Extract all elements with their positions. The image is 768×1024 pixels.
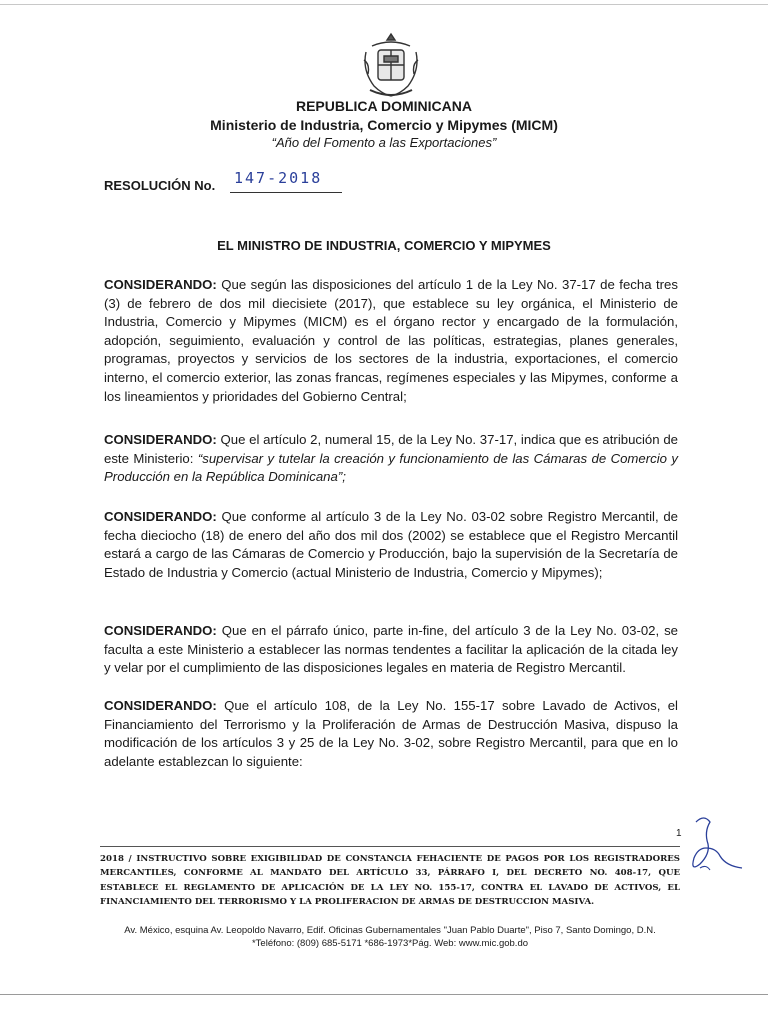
considerando-paragraph: [104, 622, 678, 678]
considerando-lead: CONSIDERANDO:: [104, 623, 217, 638]
page-bottom-edge: [0, 994, 768, 995]
address-line: Av. México, esquina Av. Leopoldo Navarro, Edif. Oficinas Gubernamentales "Juan Pablo Duarte", Piso 7, Santo Domingo, D.N.: [124, 925, 656, 936]
resolution-label: RESOLUCIÓN No.: [104, 178, 216, 193]
contact-line: *Teléfono: (809) 685-5171 *686-1973*Pág. Web: www.mic.gob.do: [251, 938, 529, 949]
paragraph-text: Que el artículo 108, de la Ley No. 155-17 sobre Lavado de Activos, el Financiamiento del Terrorismo y la Proliferación de Armas de Destrucción Masiva, dispuso la modificación de los artículos 3 y 25 de la Ley No. 3-02, sobre Registro Mercantil, para que en lo adelante establezcan lo siguiente:: [104, 698, 678, 769]
paragraph-text: Que según las disposiciones del artículo 1 de la Ley No. 37-17 de fecha tres (3) de febrero de dos mil diecisiete (2017), que establece su ley orgánica, el Ministerio de Industria, Comercio y Mipymes (MICM) es el órgano rector y encargado de la formulación, adopción, seguimiento, evaluación y control de las políticas, estrategias, planes generales, programas, proyectos y servicios de los sectores de la industria, exportaciones, el comercio interno, el comercio exterior, las zonas francas, regímenes especiales y las Mipymes, conforme a los lineamientos y prioridades del Gobierno Central;: [104, 277, 678, 404]
handwritten-signature: [682, 808, 746, 888]
quoted-text: “supervisar y tutelar la creación y funcionamiento de las Cámaras de Comercio y Producción en la República Dominicana”;: [104, 450, 678, 485]
footer-address: [100, 924, 680, 950]
considerando-lead: CONSIDERANDO:: [104, 698, 217, 713]
country-heading: REPUBLICA DOMINICANA: [295, 98, 473, 114]
paragraph-text: Que conforme al artículo 3 de la Ley No. 03-02 sobre Registro Mercantil, de fecha dieciocho (18) de enero del año dos mil dos (2002) se establece que el Registro Mercantil estará a cargo de las Cámaras de Comercio y Producción, bajo la supervisión de la Secretaría de Estado de Industria y Comercio (actual Ministerio de Industria, Comercio y Mipymes);: [104, 509, 678, 580]
minister-title: EL MINISTRO DE INDUSTRIA, COMERCIO Y MIPYMES: [217, 238, 551, 253]
paragraph-text: Que el artículo 2, numeral 15, de la Ley No. 37-17, indica que es atribución de este Ministerio:: [104, 432, 678, 466]
footer-document-title: 2018 / INSTRUCTIVO SOBRE EXIGIBILIDAD DE CONSTANCIA FEHACIENTE DE PAGOS POR LOS REGISTRADORES MERCANTILES, CONFORME AL MANDATO DEL ARTÍCULO 33, PÁRRAFO I, DEL DECRETO NO. 408-17, QUE ESTABLECE EL REGLAMENTO DE APLICACIÓN DE LA LEY NO. 155-17, CONTRA EL LAVADO DE ACTIVOS, EL FINANCIAMIENTO DEL TERRORISMO Y LA PROLIFERACION DE ARMAS DE DESTRUCCION MASIVA.: [100, 854, 680, 908]
considerando-paragraph: [104, 697, 678, 771]
coat-of-arms-seal-icon: [358, 30, 424, 100]
considerando-lead: CONSIDERANDO:: [104, 277, 217, 292]
resolution-number: 147-2018: [230, 169, 342, 193]
considerando-paragraph: [104, 276, 678, 406]
considerando-paragraph: [104, 431, 678, 487]
year-motto: “Año del Fomento a las Exportaciones”: [271, 135, 497, 150]
page-number: 1: [676, 828, 682, 839]
considerando-paragraph: [104, 508, 678, 582]
considerando-lead: CONSIDERANDO:: [104, 509, 217, 524]
page-top-edge: [0, 4, 768, 5]
considerando-lead: CONSIDERANDO:: [104, 432, 217, 447]
paragraph-text: Que en el párrafo único, parte in-fine, del artículo 3 de la Ley No. 03-02, se faculta a este Ministerio a establecer las normas tendentes a facilitar la aplicación de la citada ley y velar por el cumplimiento de las disposiciones legales en materia de Registro Mercantil.: [104, 623, 678, 676]
ministry-heading: Ministerio de Industria, Comercio y Mipymes (MICM): [210, 117, 558, 133]
footer-divider: [100, 846, 680, 847]
